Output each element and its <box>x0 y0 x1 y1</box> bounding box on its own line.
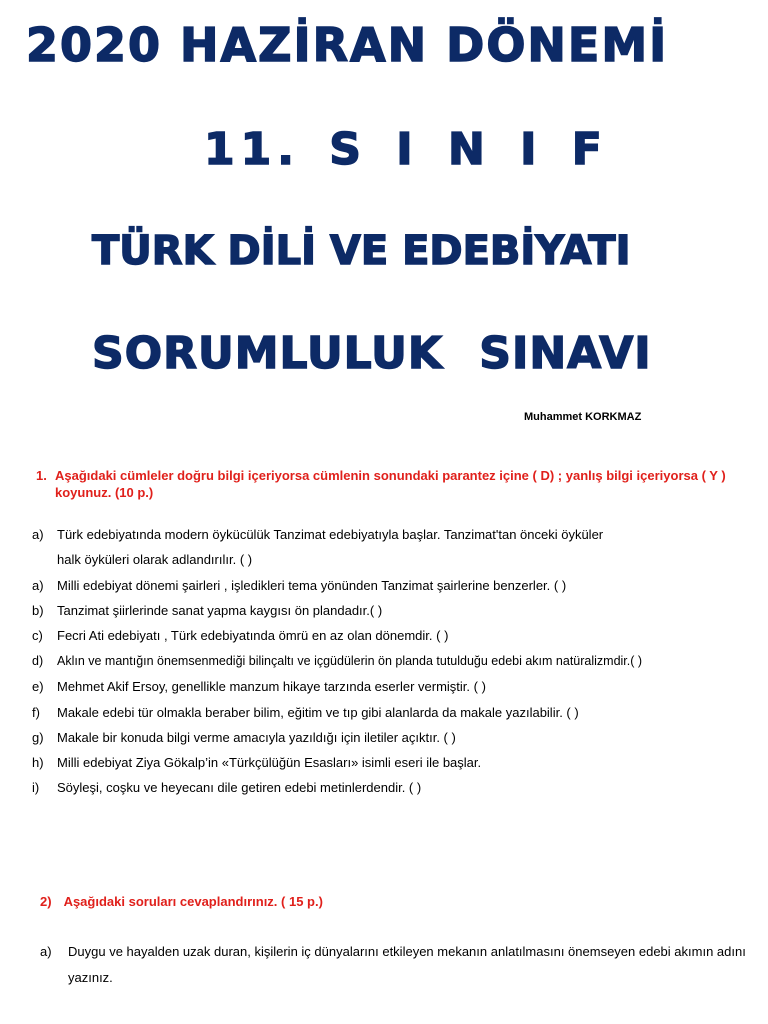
list-item <box>32 654 642 668</box>
question-2-number: 2) <box>40 894 52 909</box>
question-1-number: 1. <box>36 468 47 483</box>
question-1-instruction: Aşağıdaki cümleler doğru bilgi içeriyorsa cümlenin sonundaki parantez içine ( D) ; yanlış bilgi içeriyorsa ( Y ) koyunuz. (10 p.) <box>55 468 726 500</box>
question-2-instruction: Aşağıdaki soruları cevaplandırınız. ( 15 p.) <box>63 894 323 909</box>
list-item <box>32 628 448 643</box>
list-item <box>32 578 566 593</box>
item-text: Tanzimat şiirlerinde sanat yapma kaygısı ön plandadır.( ) <box>57 603 383 618</box>
item-label: d) <box>32 654 44 668</box>
list-item <box>32 705 579 720</box>
item-label: h) <box>32 755 44 770</box>
item-label: i) <box>32 780 40 795</box>
item-text: Mehmet Akif Ersoy, genellikle manzum hikaye tarzında eserler vermiştir. ( ) <box>57 679 486 694</box>
list-item <box>57 552 252 567</box>
item-text: Fecri Ati edebiyatı , Türk edebiyatında ömrü en az olan dönemdir. ( ) <box>57 628 449 643</box>
list-item <box>32 730 456 745</box>
item-text: Makale edebi tür olmakla beraber bilim, eğitim ve tıp gibi alanlarda da makale yazılabilir. ( ) <box>57 705 579 720</box>
item-label: f) <box>32 705 40 720</box>
item-text: Türk edebiyatında modern öykücülük Tanzimat edebiyatıyla başlar. Tanzimat'tan önceki öyküler <box>57 527 604 542</box>
list-item <box>32 780 421 795</box>
list-item <box>32 603 382 618</box>
exam-period-title: 2020 HAZİRAN DÖNEMİ <box>26 18 669 72</box>
item-text: Makale bir konuda bilgi verme amacıyla yazıldığı için iletiler açıktır. ( ) <box>57 730 456 745</box>
grade-title: 11. S I N I F <box>204 124 608 175</box>
item-text: Söyleşi, coşku ve heyecanı dile getiren edebi metinlerdendir. ( ) <box>57 780 422 795</box>
item-text: Milli edebiyat Ziya Gökalp’in «Türkçülüğün Esasları» isimli eseri ile başlar. <box>57 755 482 770</box>
item-label: c) <box>32 628 43 643</box>
item-label: b) <box>32 603 44 618</box>
list-item <box>32 679 486 694</box>
question-2-heading <box>40 893 323 910</box>
item-label: g) <box>32 730 44 745</box>
item-label: a) <box>32 527 44 542</box>
list-item <box>32 527 603 542</box>
item-text: Milli edebiyat dönemi şairleri , işledikleri tema yönünden Tanzimat şairlerine benzerler. ( ) <box>57 578 567 593</box>
list-item <box>32 755 481 770</box>
item-label: e) <box>32 679 44 694</box>
item-text: Duygu ve hayalden uzak duran, kişilerin iç dünyalarını etkileyen mekanın anlatılmasını önemseyen edebi akımın adını yazınız. <box>68 944 746 985</box>
item-label: a) <box>32 578 44 593</box>
exam-type-title: SORUMLULUK SINAVI <box>92 328 652 379</box>
item-label: a) <box>40 944 52 959</box>
item-text: Aklın ve mantığın önemsenmediği bilinçaltı ve içgüdülerin ön planda tutulduğu edebi akım natüralizmdir.( ) <box>57 654 643 668</box>
subject-title: TÜRK DİLİ VE EDEBİYATI <box>92 228 631 274</box>
item-text: halk öyküleri olarak adlandırılır. ( ) <box>57 552 253 567</box>
author-name: Muhammet KORKMAZ <box>524 411 642 423</box>
